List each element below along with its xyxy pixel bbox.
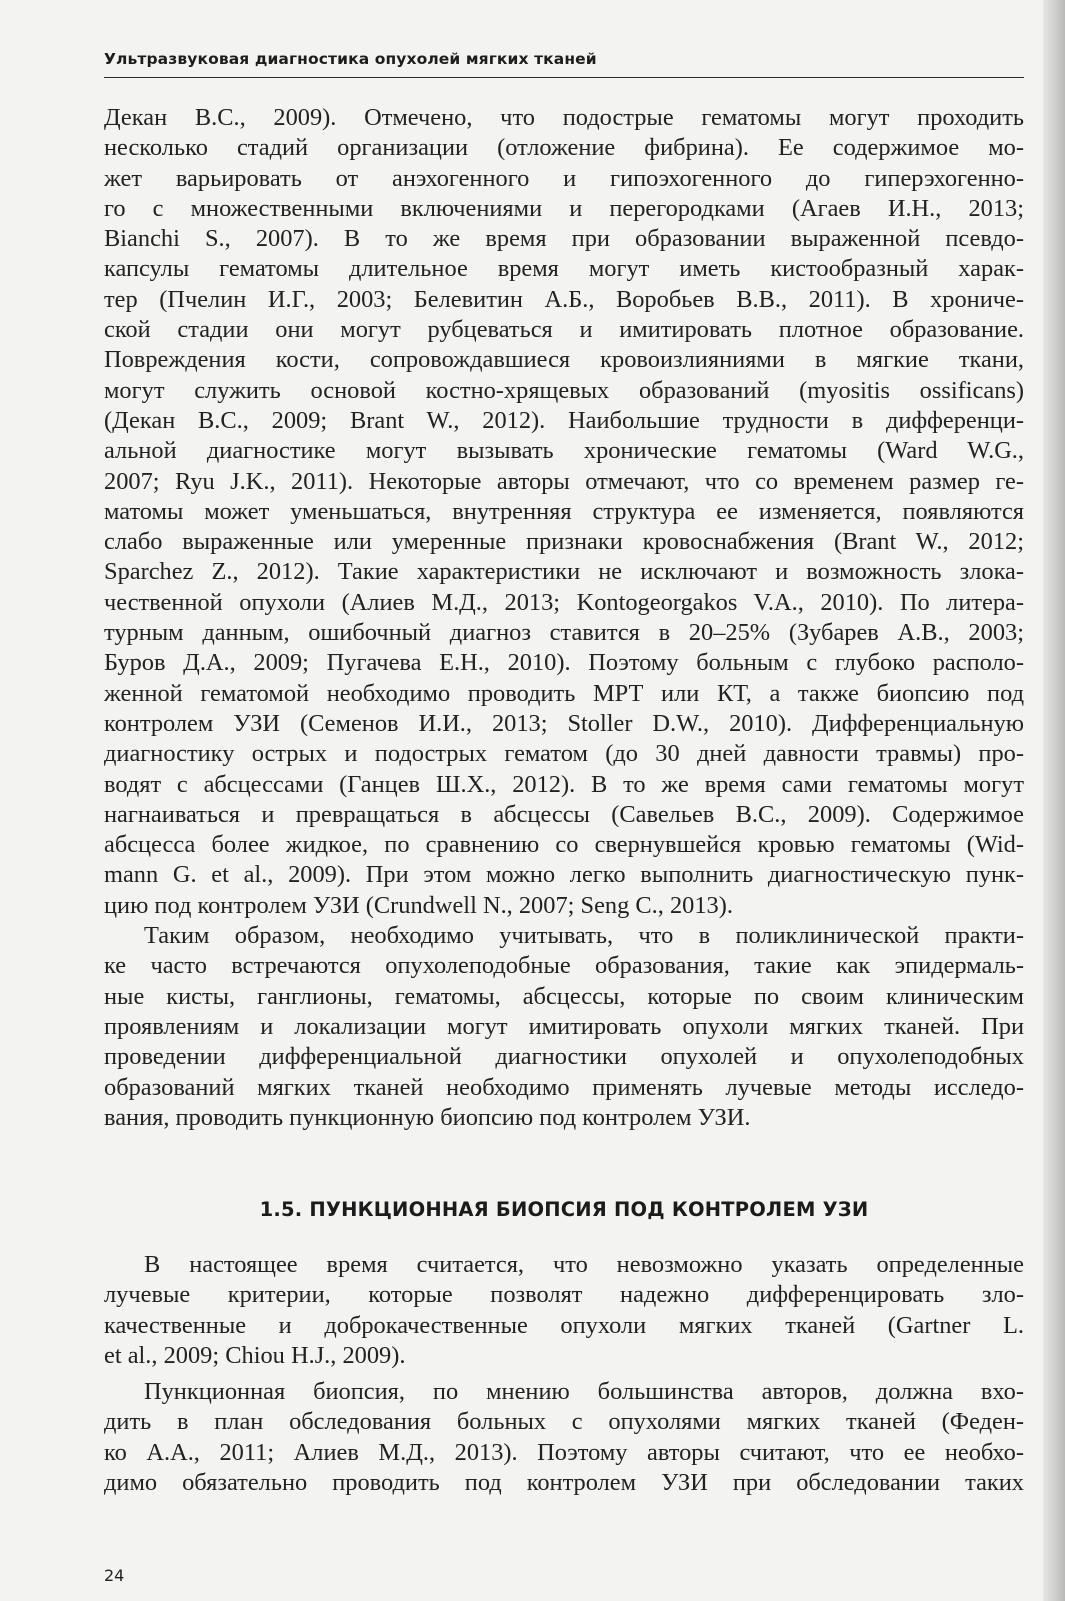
text-line: капсулы гематомы длительное время могут иметь кистообразный харак- bbox=[104, 255, 1024, 283]
text-line: диагностику острых и подострых гематом (до 30 дней давности травмы) про- bbox=[104, 740, 1024, 768]
section-heading: 1.5. ПУНКЦИОННАЯ БИОПСИЯ ПОД КОНТРОЛЕМ УЗИ bbox=[259, 1198, 869, 1221]
page-edge-shadow bbox=[1043, 0, 1065, 1601]
text-line: жет варьировать от анэхогенного и гипоэхогенного до гиперэхогенно- bbox=[104, 164, 1024, 192]
text-line: слабо выраженные или умеренные признаки кровоснабжения (Brant W., 2012; bbox=[104, 528, 1024, 556]
text-line: димо обязательно проводить под контролем УЗИ при обследовании таких bbox=[104, 1469, 1024, 1497]
text-line: et al., 2009; Chiou H.J., 2009). bbox=[104, 1341, 406, 1369]
paragraph-4 bbox=[104, 1377, 1024, 1498]
body-text-bottom bbox=[104, 1250, 1024, 1498]
text-line: Таким образом, необходимо учитывать, что в поликлинической практи- bbox=[144, 922, 1024, 950]
text-line: Повреждения кости, сопровождавшиеся кровоизлияниями в мягкие ткани, bbox=[104, 346, 1024, 374]
text-line: контролем УЗИ (Семенов И.И., 2013; Stoller D.W., 2010). Дифференциальную bbox=[104, 709, 1024, 737]
text-line: лучевые критерии, которые позволят надежно дифференцировать зло- bbox=[104, 1281, 1024, 1309]
text-line: Буров Д.А., 2009; Пугачева Е.Н., 2010). Поэтому больным с глубоко располо- bbox=[104, 649, 1024, 677]
header-rule bbox=[104, 77, 1024, 78]
text-line: Sparchez Z., 2012). Такие характеристики не исключают и возможность злока- bbox=[104, 558, 1024, 586]
page-number: 24 bbox=[104, 1566, 125, 1585]
text-line: ке часто встречаются опухолеподобные образования, такие как эпидермаль- bbox=[104, 952, 1024, 980]
text-line: качественные и доброкачественные опухоли мягких тканей (Gartner L. bbox=[104, 1311, 1024, 1339]
text-line: (Декан В.С., 2009; Brant W., 2012). Наибольшие трудности в дифференци- bbox=[104, 406, 1024, 434]
text-line: несколько стадий организации (отложение фибрина). Ее содержимое мо- bbox=[104, 134, 1024, 162]
text-line: матомы может уменьшаться, внутренняя структура ее изменяется, появляются bbox=[104, 497, 1024, 525]
text-line: В настоящее время считается, что невозможно указать определенные bbox=[144, 1251, 1024, 1278]
text-line: го с множественными включениями и перегородками (Агаев И.Н., 2013; bbox=[104, 194, 1024, 222]
text-line: чественной опухоли (Алиев М.Д., 2013; Kontogeorgakos V.A., 2010). По литера- bbox=[104, 588, 1024, 616]
text-line: ные кисты, ганглионы, гематомы, абсцессы, которые по своим клиническим bbox=[104, 982, 1024, 1010]
text-line: 2007; Ryu J.K., 2011). Некоторые авторы отмечают, что со временем размер ге- bbox=[104, 467, 1024, 495]
text-line: ко А.А., 2011; Алиев М.Д., 2013). Поэтому авторы считают, что ее необхо- bbox=[104, 1438, 1024, 1466]
text-line: водят с абсцессами (Ганцев Ш.Х., 2012). В то же время сами гематомы могут bbox=[104, 770, 1024, 798]
text-line: Bianchi S., 2007). В то же время при образовании выраженной псевдо- bbox=[104, 225, 1024, 253]
text-line: женной гематомой необходимо проводить МРТ или КТ, а также биопсию под bbox=[104, 679, 1024, 707]
text-line: абсцесса более жидкое, по сравнению со свернувшейся кровью гематомы (Wid- bbox=[104, 831, 1024, 859]
text-line: могут служить основой костно-хрящевых образований (myositis ossificans) bbox=[104, 376, 1024, 404]
text-line: mann G. et al., 2009). При этом можно легко выполнить диагностическую пунк- bbox=[104, 861, 1024, 889]
text-line: дить в план обследования больных с опухолями мягких тканей (Феден- bbox=[104, 1408, 1024, 1436]
running-head: Ультразвуковая диагностика опухолей мягких тканей bbox=[104, 50, 597, 68]
text-line: проявлениям и локализации могут имитировать опухоли мягких тканей. При bbox=[104, 1012, 1024, 1040]
text-line: Декан В.С., 2009). Отмечено, что подострые гематомы могут проходить bbox=[104, 104, 1024, 131]
text-line: Пункционная биопсия, по мнению большинства авторов, должна вхо- bbox=[144, 1378, 1024, 1406]
paragraph-2 bbox=[104, 921, 1024, 1133]
paragraph-1 bbox=[104, 103, 1024, 921]
paragraph-3 bbox=[104, 1250, 1024, 1371]
text-line: альной диагностике могут вызывать хронические гематомы (Ward W.G., bbox=[104, 437, 1024, 465]
text-line: проведении дифференциальной диагностики опухолей и опухолеподобных bbox=[104, 1043, 1024, 1071]
text-line: турным данным, ошибочный диагноз ставится в 20–25% (Зубарев А.В., 2003; bbox=[104, 619, 1024, 647]
text-line: нагнаиваться и превращаться в абсцессы (Савельев В.С., 2009). Содержимое bbox=[104, 800, 1024, 828]
text-line: тер (Пчелин И.Г., 2003; Белевитин А.Б., Воробьев В.В., 2011). В хрониче- bbox=[104, 285, 1024, 313]
text-line: ской стадии они могут рубцеваться и имитировать плотное образование. bbox=[104, 316, 1024, 344]
text-line: образований мягких тканей необходимо применять лучевые методы исследо- bbox=[104, 1073, 1024, 1101]
text-line: цию под контролем УЗИ (Crundwell N., 2007; Seng C., 2013). bbox=[104, 891, 733, 919]
body-text-top bbox=[104, 103, 1024, 1133]
text-line: вания, проводить пункционную биопсию под контролем УЗИ. bbox=[104, 1103, 751, 1131]
